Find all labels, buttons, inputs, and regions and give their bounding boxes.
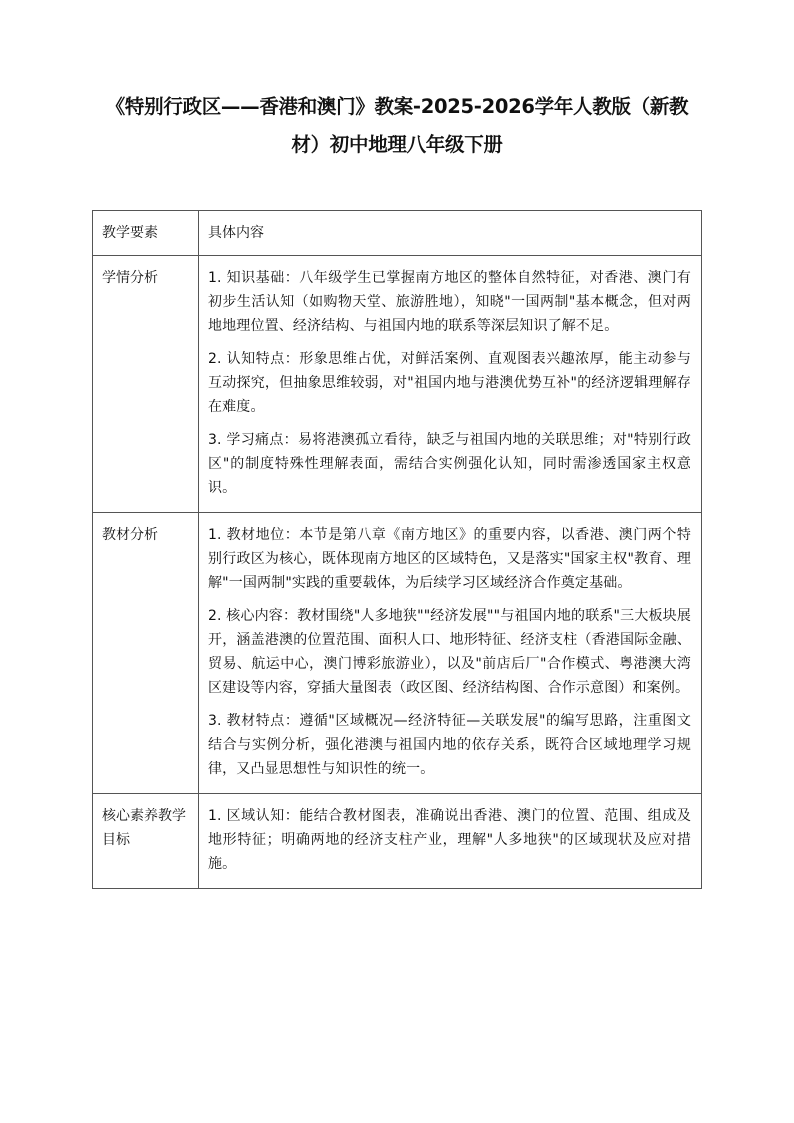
table-row bbox=[93, 256, 702, 513]
row-content bbox=[199, 513, 702, 794]
table-header-row bbox=[93, 211, 702, 256]
content-paragraph: 1. 教材地位：本节是第八章《南方地区》的重要内容，以香港、澳门两个特别行政区为核心，既体现南方地区的区域特色，又是落实"国家主权"教育、理解"一国两制"实践的重要载体，为后续学习区域经济合作奠定基础。 bbox=[208, 527, 691, 591]
content-paragraph: 2. 核心内容：教材围绕"人多地狭""经济发展""与祖国内地的联系"三大板块展开，涵盖港澳的位置范围、面积人口、地形特征、经济支柱（香港国际金融、贸易、航运中心，澳门博彩旅游业），以及"前店后厂"合作模式、粤港澳大湾区建设等内容，穿插大量图表（政区图、经济结构图、合作示意图）和案例。 bbox=[208, 608, 691, 696]
content-paragraph: 3. 教材特点：遵循"区域概况—经济特征—关联发展"的编写思路，注重图文结合与实例分析，强化港澳与祖国内地的依存关系，既符合区域地理学习规律，又凸显思想性与知识性的统一。 bbox=[208, 713, 691, 777]
content-paragraph: 1. 区域认知：能结合教材图表，准确说出香港、澳门的位置、范围、组成及地形特征；明确两地的经济支柱产业，理解"人多地狭"的区域现状及应对措施。 bbox=[208, 808, 691, 872]
content-paragraph: 1. 知识基础：八年级学生已掌握南方地区的整体自然特征，对香港、澳门有初步生活认知（如购物天堂、旅游胜地），知晓"一国两制"基本概念，但对两地地理位置、经济结构、与祖国内地的联系等深层知识了解不足。 bbox=[208, 270, 691, 334]
content-paragraph: 2. 认知特点：形象思维占优，对鲜活案例、直观图表兴趣浓厚，能主动参与互动探究，但抽象思维较弱，对"祖国内地与港澳优势互补"的经济逻辑理解存在难度。 bbox=[208, 351, 691, 415]
row-content bbox=[199, 256, 702, 513]
table-row bbox=[93, 794, 702, 889]
header-content-cell: 具体内容 bbox=[199, 211, 702, 256]
row-label: 学情分析 bbox=[93, 256, 199, 513]
row-label: 核心素养教学目标 bbox=[93, 794, 199, 889]
content-paragraph: 3. 学习痛点：易将港澳孤立看待，缺乏与祖国内地的关联思维；对"特别行政区"的制度特殊性理解表面，需结合实例强化认知，同时需渗透国家主权意识。 bbox=[208, 432, 691, 496]
row-content bbox=[199, 794, 702, 889]
document-title: 《特别行政区——香港和澳门》教案-2025-2026学年人教版（新教材）初中地理八年级下册 bbox=[105, 95, 689, 156]
row-label: 教材分析 bbox=[93, 513, 199, 794]
lesson-plan-table bbox=[92, 210, 702, 889]
table-row bbox=[93, 513, 702, 794]
header-element-cell: 教学要素 bbox=[93, 211, 199, 256]
